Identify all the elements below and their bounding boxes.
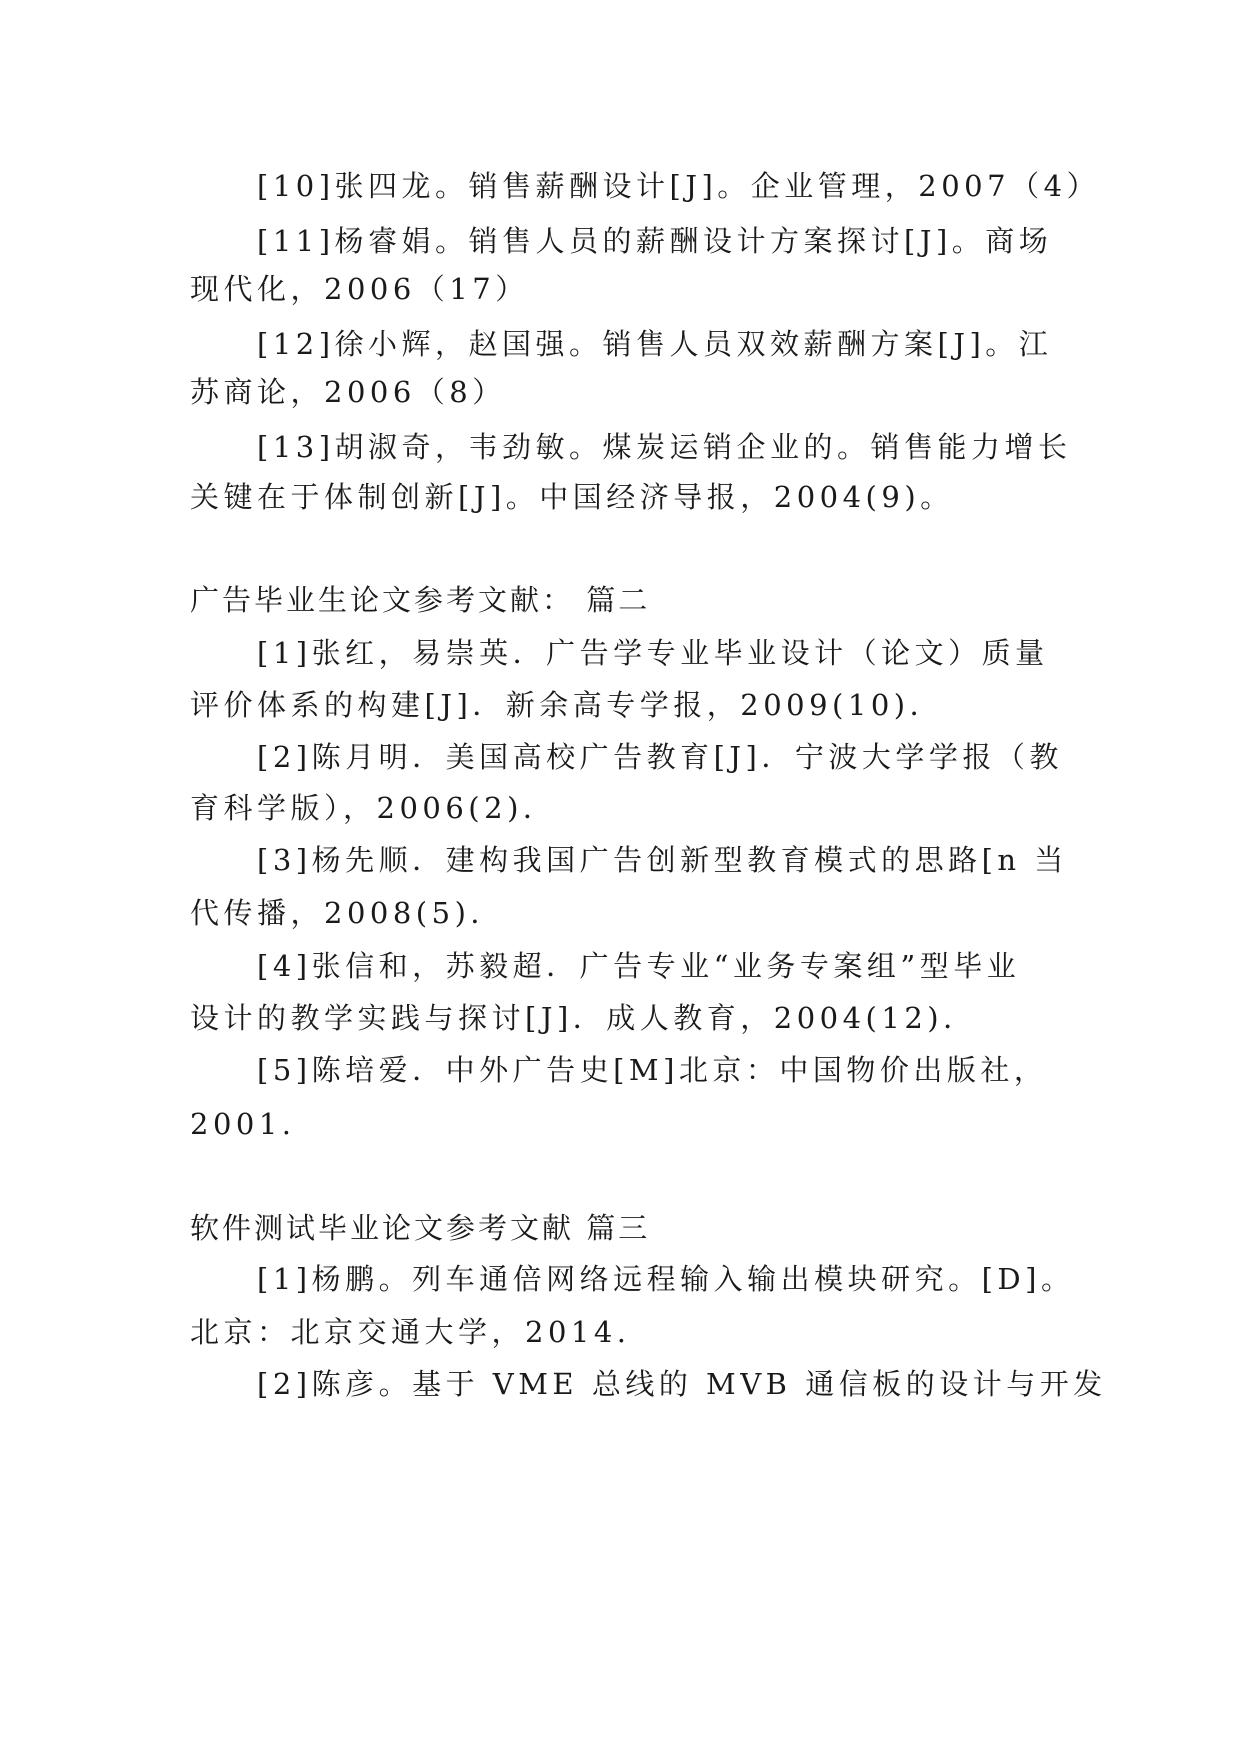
reference-line: [1]张红，易崇英．广告学专业毕业设计（论文）质量 (257, 636, 1049, 670)
reference-line: [1]杨鹏。列车通倍网络远程输入输出模块研究。[D]。 (257, 1262, 1075, 1296)
reference-line: [5]陈培爱．中外广告史[M]北京：中国物价出版社， (257, 1053, 1048, 1087)
reference-line: 代传播，2008(5)． (190, 896, 504, 930)
reference-line: 评价体系的构建[J]．新余高专学报，2009(10)． (190, 688, 944, 722)
reference-line: 苏商论，2006（8） (190, 375, 506, 409)
reference-line: [13]胡淑奇，韦劲敏。煤炭运销企业的。销售能力增长 (257, 430, 1072, 464)
reference-line: 关键在于体制创新[J]。中国经济导报，2004(9)。 (190, 480, 954, 514)
reference-line: 设计的教学实践与探讨[J]．成人教育，2004(12)． (190, 1001, 977, 1035)
reference-line: [12]徐小辉，赵国强。销售人员双效薪酬方案[J]。江 (257, 327, 1053, 361)
reference-line: [10]张四龙。销售薪酬设计[J]。企业管理，2007（4） (257, 169, 1101, 203)
reference-line: 2001. (190, 1107, 296, 1141)
reference-line: [2]陈月明．美国高校广告教育[J]．宁波大学学报（教 (257, 740, 1063, 774)
reference-line: 育科学版），2006(2)． (190, 791, 557, 825)
section-heading: 广告毕业生论文参考文献： 篇二 (190, 583, 651, 617)
reference-line: [4]张信和，苏毅超．广告专业“业务专案组”型毕业 (257, 949, 1021, 983)
reference-line: [11]杨睿娟。销售人员的薪酬设计方案探讨[J]。商场 (257, 224, 1053, 258)
reference-line: [3]杨先顺．建构我国广告创新型教育模式的思路[n 当 (257, 843, 1068, 877)
reference-line: [2]陈彦。基于 VME 总线的 MVB 通信板的设计与开发 (257, 1367, 1107, 1401)
section-heading: 软件测试毕业论文参考文献 篇三 (190, 1211, 651, 1245)
reference-line: 北京：北京交通大学，2014. (190, 1315, 631, 1349)
reference-line: 现代化，2006（17） (190, 272, 529, 306)
